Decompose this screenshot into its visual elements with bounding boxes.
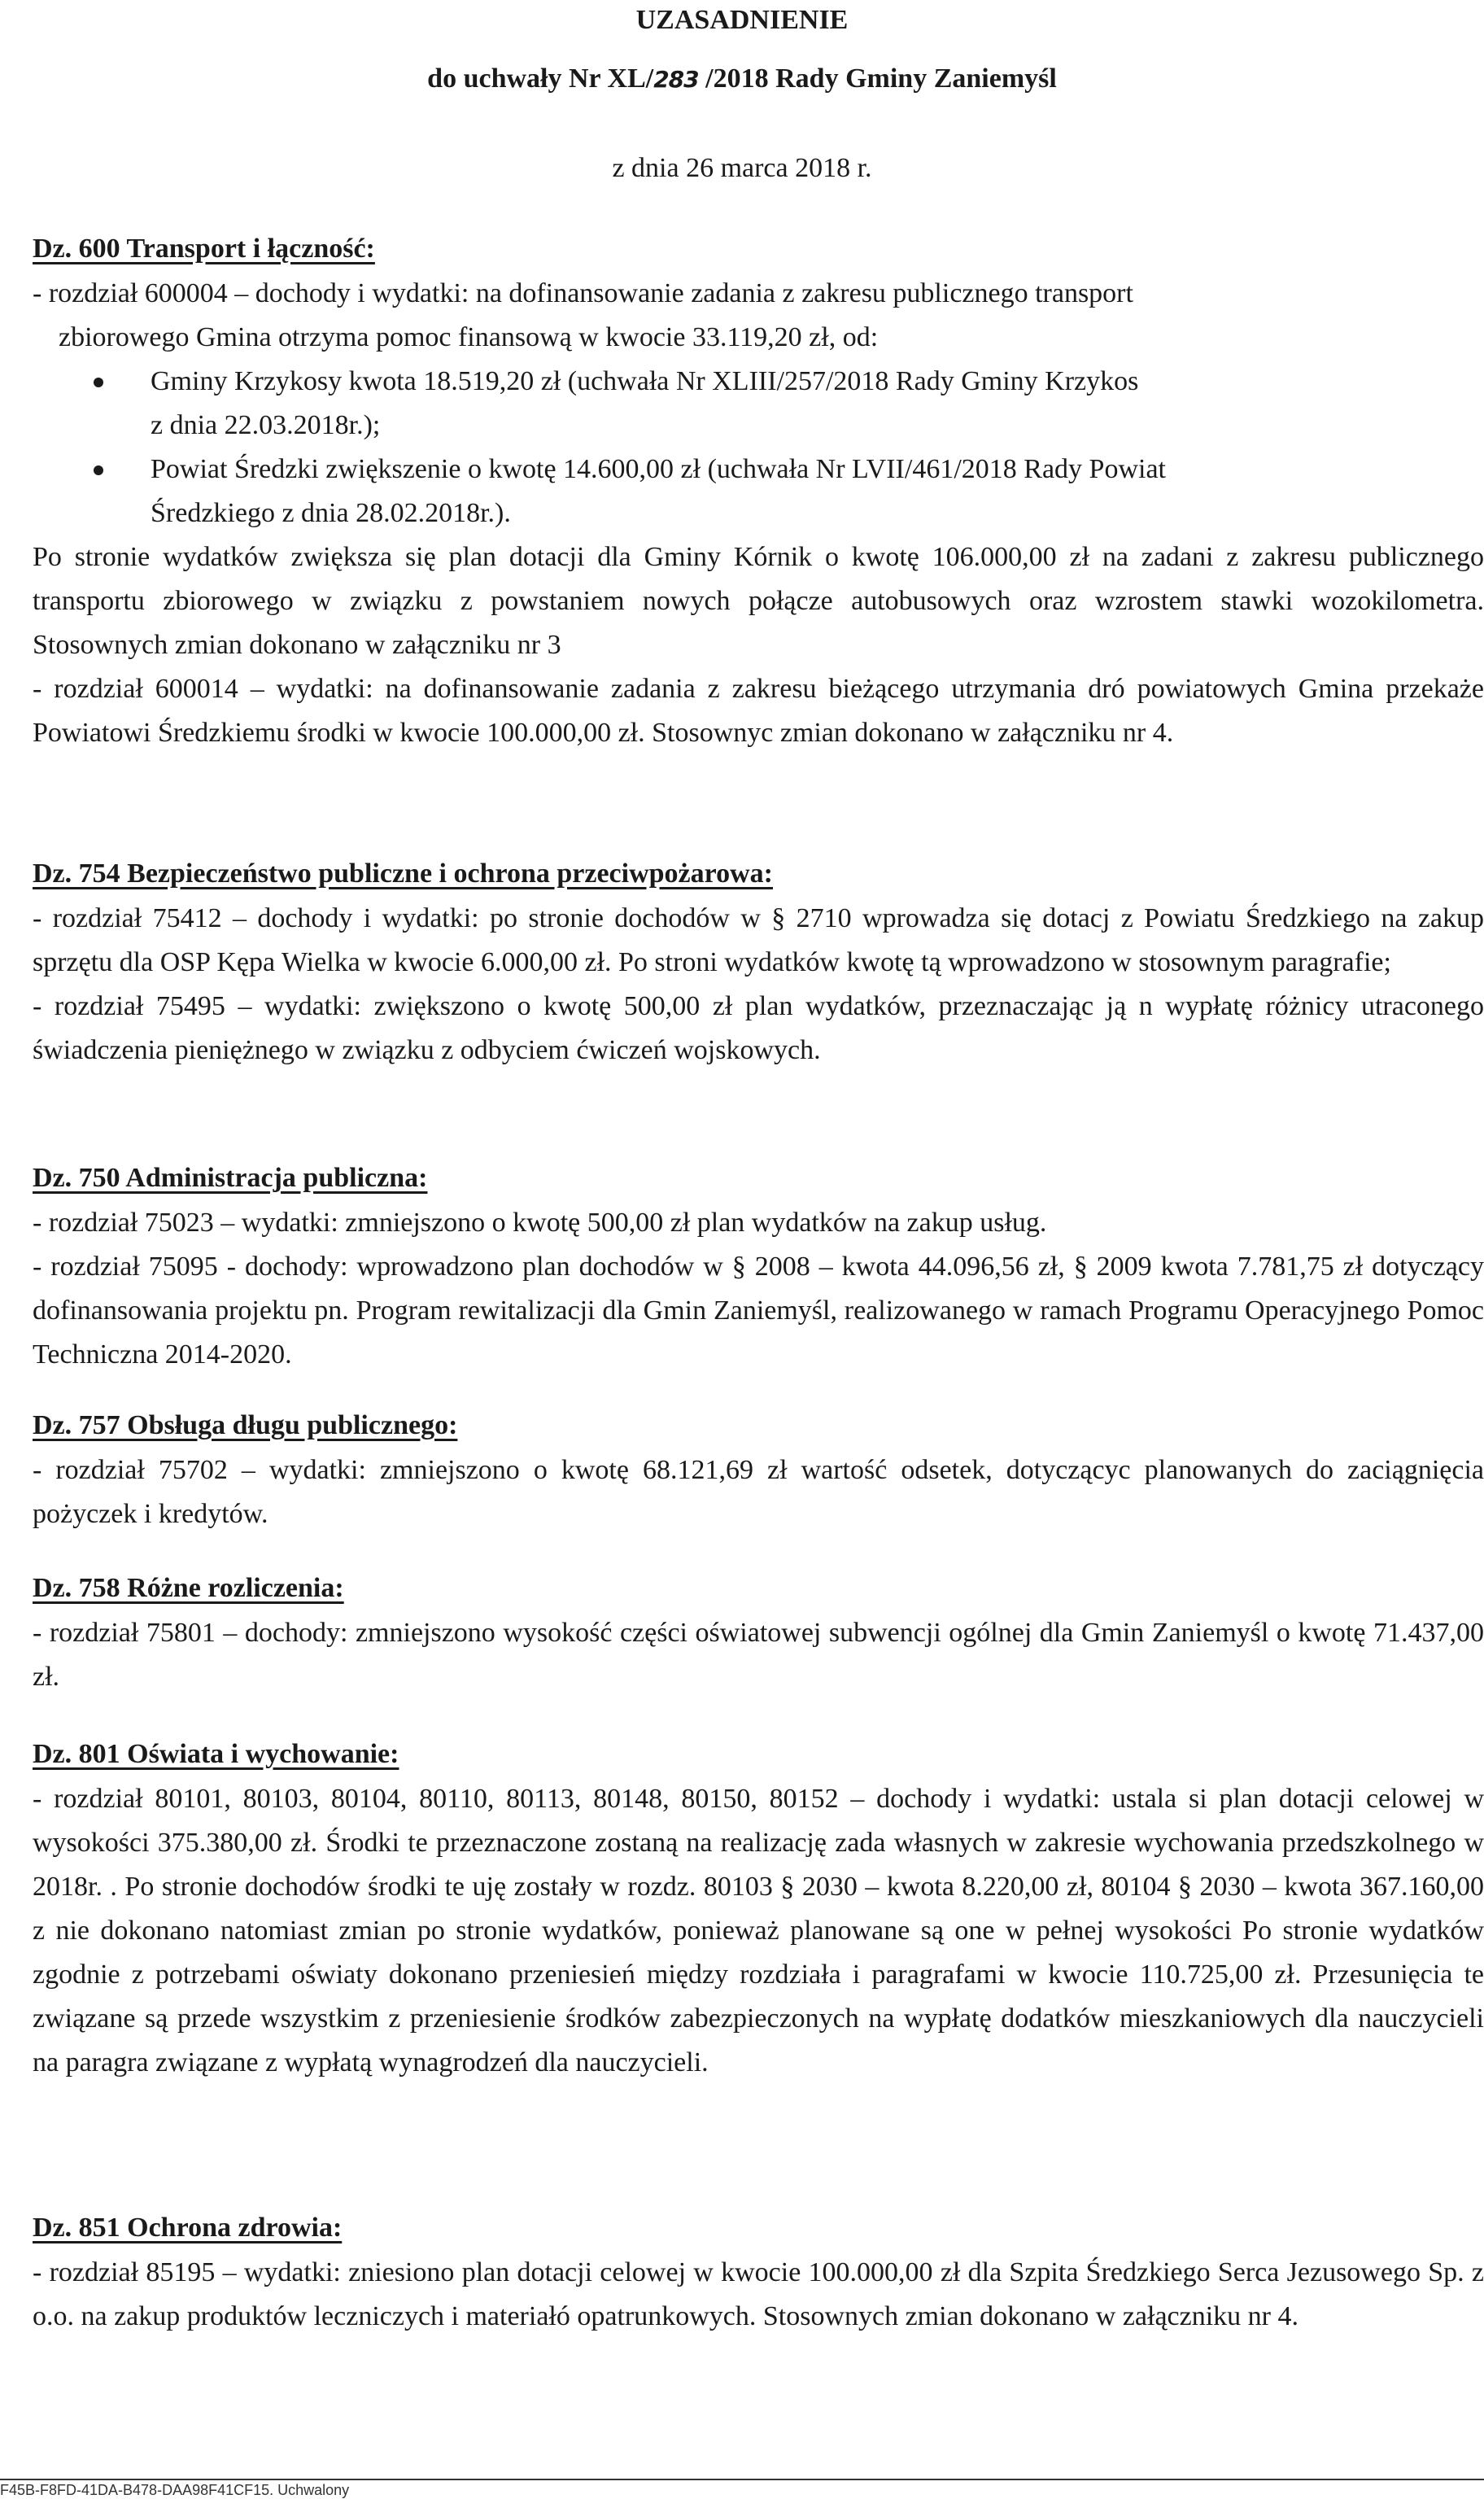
section-heading: Dz. 757 Obsługa długu publicznego: (33, 1410, 458, 1440)
bullet-icon (94, 465, 103, 475)
list-item-line: Średzkiego z dnia 28.02.2018r.). (151, 498, 511, 528)
section-758 (33, 1571, 1484, 1699)
section-754 (33, 856, 1484, 1073)
paragraph: - rozdział 75023 – wydatki: zmniejszono o kwotę 500,00 zł plan wydatków na zakup usług. (33, 1208, 1047, 1238)
section-heading: Dz. 750 Administracja publiczna: (33, 1163, 428, 1193)
section-600 (33, 231, 1484, 755)
list-item-line: Powiat Średzki zwiększenie o kwotę 14.600,00 zł (uchwała Nr LVII/461/2018 Rady Powiat (151, 454, 1166, 484)
paragraph: - rozdział 75495 – wydatki: zwiększono o kwotę 500,00 zł plan wydatków, przeznaczając ją n wypłatę różnicy utraconego świadczenia pieniężnego w związku z odbyciem ćwiczeń wojskowych. (33, 991, 1484, 1065)
document-date: z dnia 26 marca 2018 r. (612, 153, 872, 183)
section-757 (33, 1408, 1484, 1536)
section-heading: Dz. 758 Różne rozliczenia: (33, 1573, 344, 1603)
footer-divider (0, 2479, 1484, 2480)
paragraph: - rozdział 75801 – dochody: zmniejszono wysokość części oświatowej subwencji ogólnej dla Gmin Zaniemyśl o kwotę 71.437,00 zł. (33, 1618, 1484, 1692)
section-750 (33, 1160, 1484, 1377)
paragraph: - rozdział 600004 – dochody i wydatki: na dofinansowanie zadania z zakresu publicznego transport (33, 278, 1133, 308)
handwritten-resolution-number: 283 (653, 66, 699, 93)
section-851 (33, 2210, 1484, 2339)
footer-id: F45B-F8FD-41DA-B478-DAA98F41CF15. Uchwalony (0, 2482, 350, 2498)
list-item (33, 448, 1484, 535)
section-heading: Dz. 600 Transport i łączność: (33, 234, 375, 264)
paragraph: - rozdział 75412 – dochody i wydatki: po stronie dochodów w § 2710 wprowadza się dotacj z Powiatu Średzkiego na zakup sprzętu dla OSP Kępa Wielka w kwocie 6.000,00 zł. Po stroni wydatków kwotę tą wprowadzono w stosownym paragrafie; (33, 903, 1484, 977)
bullet-icon (94, 378, 103, 387)
paragraph: Po stronie wydatków zwiększa się plan dotacji dla Gminy Kórnik o kwotę 106.000,00 zł na zadani z zakresu publicznego transportu zbiorowego w związku z powstaniem nowych połącze autobusowych oraz wzrostem stawki wozokilometra. Stosownych zmian dokonano w załączniku nr 3 (33, 542, 1484, 660)
paragraph: - rozdział 80101, 80103, 80104, 80110, 80113, 80148, 80150, 80152 – dochody i wydatki: ustala si plan dotacji celowej w wysokości 375.380,00 zł. Środki te przeznaczone zostaną na realizację zada własnych w zakresie wychowania przedszkolnego w 2018r. . Po stronie dochodów środki te uję zostały w rozdz. 80103 § 2030 – kwota 8.220,00 zł, 80104 § 2030 – kwota 367.160,00 z nie dokonano natomiast zmian po stronie wydatków, ponieważ planowane są one w pełnej wysokości Po stronie wydatków zgodnie z potrzebami oświaty dokonano przeniesień między rozdziała i paragrafami w kwocie 110.725,00 zł. Przesunięcia te związane są przede wszystkim z przeniesienie środków zabezpieczonych na wypłatę dodatków mieszkaniowych dla nauczycieli na paragra związane z wypłatą wynagrodzeń dla nauczycieli. (33, 1784, 1484, 2077)
list-item-line: Gminy Krzykosy kwota 18.519,20 zł (uchwała Nr XLIII/257/2018 Rady Gminy Krzykos (151, 366, 1139, 396)
document-subtitle (0, 62, 1484, 97)
paragraph: zbiorowego Gmina otrzyma pomoc finansową w kwocie 33.119,20 zł, od: (59, 322, 879, 352)
list-item-line: z dnia 22.03.2018r.); (151, 410, 381, 440)
section-heading: Dz. 754 Bezpieczeństwo publiczne i ochrona przeciwpożarowa: (33, 858, 773, 889)
paragraph: - rozdział 85195 – wydatki: zniesiono plan dotacji celowej w kwocie 100.000,00 zł dla Szpita Średzkiego Serca Jezusowego Sp. z o.o. na zakup produktów leczniczych i materiałó opatrunkowych. Stosownych zmian dokonano w załączniku nr 4. (33, 2257, 1484, 2331)
subtitle-suffix: /2018 Rady Gminy Zaniemyśl (698, 63, 1057, 94)
section-heading: Dz. 801 Oświata i wychowanie: (33, 1739, 399, 1769)
section-heading: Dz. 851 Ochrona zdrowia: (33, 2213, 343, 2243)
section-801 (33, 1737, 1484, 2085)
paragraph: - rozdział 75702 – wydatki: zmniejszono o kwotę 68.121,69 zł wartość odsetek, dotyczącyc planowanych do zaciągnięcia pożyczek i kredytów. (33, 1455, 1484, 1529)
paragraph: - rozdział 75095 - dochody: wprowadzono plan dochodów w § 2008 – kwota 44.096,56 zł, § 2009 kwota 7.781,75 zł dotyczący dofinansowania projektu pn. Program rewitalizacji dla Gmin Zaniemyśl, realizowanego w ramach Programu Operacyjnego Pomoc Techniczna 2014-2020. (33, 1252, 1484, 1370)
bullet-list (33, 360, 1484, 535)
list-item (33, 360, 1484, 448)
paragraph: - rozdział 600014 – wydatki: na dofinansowanie zadania z zakresu bieżącego utrzymania dró powiatowych Gmina przekaże Powiatowi Średzkiemu środki w kwocie 100.000,00 zł. Stosownyc zmian dokonano w załączniku nr 4. (33, 674, 1484, 748)
subtitle-prefix: do uchwały Nr XL/ (427, 63, 654, 94)
document-title: UZASADNIENIE (635, 5, 849, 35)
